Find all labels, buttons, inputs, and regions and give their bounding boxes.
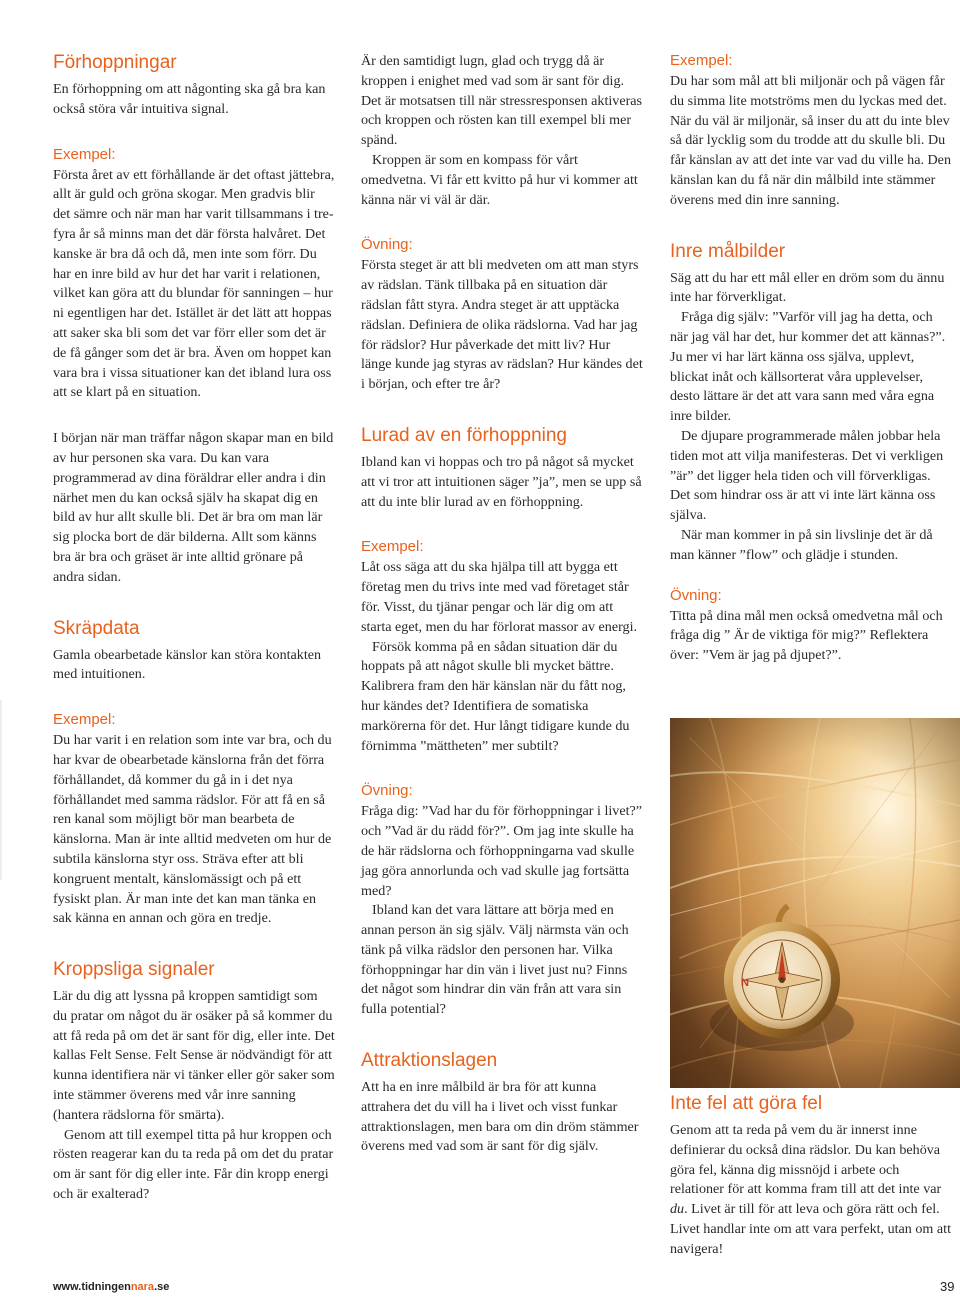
page-number: 39: [940, 1279, 955, 1294]
example-label: Exempel:: [53, 145, 116, 163]
paragraph: Genom att till exempel titta på hur kroppen och rösten reagerar kan du ta reda på om det du pratar om är sant för dig eller inte. Får din kropp energi och är exalterad?: [53, 1126, 334, 1203]
paragraph: Gamla obearbetade känslor kan störa kontakten med intuitionen.: [53, 646, 322, 683]
paragraph: Försök komma på en sådan situation där du hoppats på att något skulle bli mycket bättre. Kalibrera fram den här känslan när du fått nog, hur kändes det? Identifiera de somatiska markörerna för det. Hur långt tidigare kunde du förnimma ”mättheten” mer subtilt?: [361, 638, 630, 754]
example-label: Exempel:: [53, 711, 116, 729]
paragraph: Första steget är att bli medveten om att man styrs av rädslan. Tänk tillbaka på en situation där rädslan fått styra. Andra steget är att upptäcka rädslan. Definiera de olika rädslorna. Vad har jag för rädslor? Hur påverkade det mitt liv? Hur länge kunde jag styras av rädslan? Hur kändes det i början, och efter tre år?: [361, 257, 643, 393]
paragraph: Att ha en inre målbild är bra för att kunna attrahera det du vill ha i livet och visst funkar attraktionslagen, men bara om din dröm stämmer överens med vad som är sant för dig själv.: [361, 1079, 639, 1155]
column-3: [670, 52, 952, 666]
paragraph: Genom att ta reda på vem du är innerst inne definierar du också dina rädslor. Du kan behöva göra fel, känna dig missnöjd i arbete och relationer för att komma fram till att det inte var du. Livet är till för att leva och göra rätt och fel. Livet handlar inte om att vara perfekt, utan om att navigera!: [670, 1122, 951, 1257]
column-3-bottom: [670, 1093, 952, 1260]
paragraph: Titta på dina mål men också omedvetna mål och fråga dig ” Är de viktiga för mig?” Reflektera över: ”Vem är jag på djupet?”.: [670, 607, 943, 664]
paragraph: Ibland kan det vara lättare att börja med en annan person än sig själv. Välj närmsta vän och tänk på vilka rädslor den personen har. Vilka förhoppningar har din vän i livet just nu? Finns det något som hindrar din vän från att vara sin fulla potential?: [361, 902, 629, 1018]
paragraph: Säg att du har ett mål eller en dröm som du ännu inte har förverkligat.: [670, 269, 945, 306]
paragraph: Är den samtidigt lugn, glad och trygg då är kroppen i enighet med vad som är sant för dig. Det är motsatsen till när stressresponsen aktiveras och kroppen och rösten kan till exempel bli mer spänd.: [361, 53, 643, 149]
paragraph: En förhoppning om att någonting ska gå bra kan också störa vår intuitiva signal.: [53, 81, 326, 117]
column-1: [53, 52, 335, 1205]
exercise-label: Övning:: [670, 586, 722, 604]
compass-photo: [670, 718, 960, 1088]
exercise-label: Övning:: [361, 236, 413, 254]
heading-skrapdata: Skräpdata: [53, 617, 140, 639]
page-edge-shadow: [0, 700, 2, 880]
paragraph: När man kommer in på sin livslinje det är då man känner ”flow” och glädje i stunden.: [670, 526, 933, 563]
paragraph: Första året av ett förhållande är det oftast jättebra, allt är guld och gröna skogar. Men gradvis blir det sämre och när man har varit tillsammans i tre-fyra år så minns man det där första halvåret. Det kanske är bra då och då, men inte som förr. Du har en inre bild av hur det har varit i relationen, vilket kan göra att du blundar för sanningen – hur ni egentligen har det. Istället är det lätt att hoppas att saker ska bli som det var förr eller som det är de få gånger som det är bra. Även om hoppet kan vara bra i vissa situationer kan det ibland lura oss att se klart på en situation.: [53, 166, 335, 401]
paragraph: I början när man träffar någon skapar man en bild av hur personen ska vara. Du kan vara programmerad av dina föräldrar eller andra i din närhet men du kan också själv ha skapat dig en bild av hur allt skulle bli. Det är bra om man lär sig plocka bort de där bilderna. Allt som känns bra är bra och gräset är inte alltid grönare på andra sidan.: [53, 430, 334, 585]
heading-inte-fel-att-gora-fel: Inte fel att göra fel: [670, 1093, 823, 1114]
paragraph: Kroppen är som en kompass för vårt omedvetna. Vi får ett kvitto på hur vi kommer att känna när vi väl är där.: [361, 151, 638, 208]
heading-forhoppningar: Förhoppningar: [53, 52, 177, 73]
heading-attraktionslagen: Attraktionslagen: [361, 1050, 498, 1072]
paragraph: Låt oss säga att du ska hjälpa till att bygga ett företag men du trivs inte med vad företaget står för. Visst, du tjänar pengar och lär dig om att starta eget, men du har förlorat massor av energi.: [361, 559, 638, 635]
exercise-label: Övning:: [361, 782, 413, 800]
heading-inre-malbilder: Inre målbilder: [670, 240, 786, 262]
example-label: Exempel:: [361, 538, 424, 556]
paragraph: Du har varit i en relation som inte var bra, och du har kvar de obearbetade känslorna från det förra förhållandet, då kommer du gå in i det nya förhållandet med samma rädslor. För att få en så ren kanal som möjligt bör man bearbeta de känslorna. Man är inte alltid medveten om hur de subtila känslorna styr oss. Sträva efter att bli kongruent mentalt, känslomässigt och på ett fysiskt plan. Är man inte det kan man tänka en sak känna en annan och göra en tredje.: [53, 732, 332, 927]
paragraph: Lär du dig att lyssna på kroppen samtidigt som du pratar om något du är osäker på så kommer du att få reda på om det är sant för dig, eller inte. Det kallas Felt Sense. Felt Sense är nödvändigt för att kunna identifiera när vi tänker eller gör saker som inte stämmer överens med vår inre sanning (hantera rädslorna för smärta).: [53, 988, 335, 1123]
paragraph: Fråga dig: ”Vad har du för förhoppningar i livet?” och ”Vad är du rädd för?”. Om jag inte skulle ha de här rädslorna och förhoppningarna vad skulle jag göra annorlunda och vad skulle jag fortsätta med?: [361, 803, 643, 899]
column-2: [361, 52, 643, 1157]
heading-lurad-av-en-forhoppning: Lurad av en förhoppning: [361, 424, 567, 446]
footer-website-link[interactable]: www.tidningennara.se: [53, 1281, 170, 1293]
paragraph: Fråga dig själv: ”Varför vill jag ha detta, och när jag väl har det, hur kommer det att kännas?”. Ju mer vi har lärt känna oss själva, upplevt, blickat inåt och källsorterat våra upplevelser, desto lättare är det att vara sann med våra egna inre bilder.: [670, 309, 946, 425]
example-label: Exempel:: [670, 52, 733, 69]
heading-kroppsliga-signaler: Kroppsliga signaler: [53, 959, 215, 981]
paragraph: Du har som mål att bli miljonär och på vägen får du simma lite motströms men du lyckas med det. När du väl är miljonär, så inser du att du inte blev så där lycklig som du trodde att du skulle bli. Du får känslan av att det inte var vad du ville ha. Den känslan kan du få när din målbild inte stämmer överens med din inre sanning.: [670, 73, 951, 208]
compass-on-straw-photo-icon: [670, 718, 960, 1088]
paragraph: De djupare programmerade målen jobbar hela tiden mot att vilja manifesteras. Det vi verkligen ”är” det ligger hela tiden och vill förverkligas. Det som hindrar oss är att vi inte lärt känna oss själva.: [670, 427, 944, 524]
paragraph: Ibland kan vi hoppas och tro på något så mycket att vi tror att intuitionen säger ”ja”, men se upp så att du inte blir lurad av en förhoppning.: [361, 453, 642, 510]
